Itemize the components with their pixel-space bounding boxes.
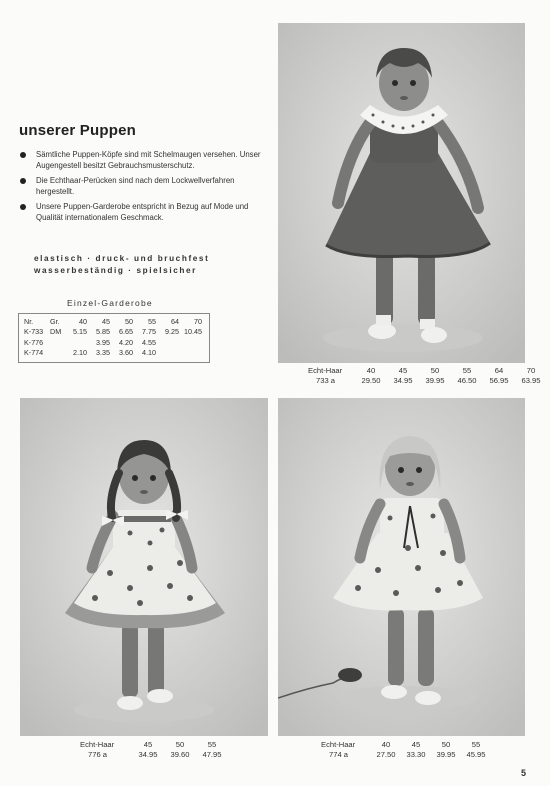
wardrobe-table-box [18, 313, 210, 363]
table-cell: 5.15 [73, 327, 87, 337]
doll-number: 733 a [316, 375, 336, 385]
size-cell: 45 [143, 739, 153, 749]
size-cell: 70 [526, 365, 536, 375]
price-cell: 33.30 [406, 749, 426, 759]
table-cell [158, 348, 181, 359]
table-row [22, 327, 204, 338]
table-cell: K-776 [24, 337, 44, 347]
size-cell: 45 [411, 739, 421, 749]
price-label: Echt-Haar [80, 739, 115, 749]
table-cell [181, 348, 204, 359]
header-cell: 40 [79, 316, 87, 326]
table-cell: 5.85 [96, 327, 110, 337]
feature-text: Die Echthaar-Perücken sind nach dem Lockwellverfahren hergestellt. [36, 176, 235, 196]
table-cell: 2.10 [73, 348, 87, 358]
header-cell: 45 [102, 316, 110, 326]
header-cell: 55 [148, 316, 156, 326]
feature-text: Unsere Puppen-Garderobe entspricht in Bezug auf Mode und Qualität internationalem Geschmack. [36, 202, 249, 222]
feature-item [20, 202, 272, 223]
table-cell: 4.20 [119, 337, 133, 347]
doll-image [278, 23, 525, 363]
size-cell: 50 [430, 365, 440, 375]
header-cell: 64 [171, 316, 179, 326]
section-heading: unserer Puppen [19, 122, 136, 139]
wardrobe-price-table [22, 316, 204, 358]
price-table-774a [321, 739, 491, 759]
price-table-776a [80, 739, 228, 759]
bullet-dot-icon [20, 152, 26, 158]
page-number: 5 [521, 768, 527, 778]
price-cell: 56.95 [489, 375, 509, 385]
feature-list [20, 150, 272, 228]
table-cell: 4.55 [142, 337, 156, 347]
price-cell: 34.95 [393, 375, 413, 385]
price-cell: 39.95 [436, 749, 456, 759]
size-cell: 40 [366, 365, 376, 375]
table-cell: 10.45 [184, 327, 202, 337]
table-row [22, 337, 204, 348]
table-row [22, 348, 204, 359]
price-cell: 39.95 [425, 375, 445, 385]
table-cell [181, 337, 204, 348]
table-cell: K-774 [24, 348, 44, 358]
table-cell [158, 337, 181, 348]
table-cell: DM [50, 327, 62, 337]
table-cell: 7.75 [142, 327, 156, 337]
price-cell: 27.50 [376, 749, 396, 759]
size-cell: 55 [207, 739, 217, 749]
price-cell: 45.95 [466, 749, 486, 759]
doll-photo-733a [278, 23, 525, 363]
header-cell: 50 [125, 316, 133, 326]
header-cell: Nr. [24, 316, 34, 326]
slogan-line-1: elastisch · druck- und bruchfest [34, 254, 210, 263]
table-cell: 3.60 [119, 348, 133, 358]
bullet-dot-icon [20, 178, 26, 184]
doll-image [20, 398, 268, 736]
header-cell: 70 [194, 316, 202, 326]
table-cell [48, 348, 66, 359]
table-cell: 6.65 [119, 327, 133, 337]
price-cell: 39.60 [170, 749, 190, 759]
price-cell: 29.50 [361, 375, 381, 385]
table-cell [48, 337, 66, 348]
price-table-733a [308, 365, 547, 385]
price-cell: 47.95 [202, 749, 222, 759]
size-cell: 40 [381, 739, 391, 749]
doll-photo-774a [278, 398, 525, 736]
doll-image [278, 398, 525, 736]
header-cell: Gr. [50, 316, 60, 326]
price-cell: 46.50 [457, 375, 477, 385]
size-cell: 45 [398, 365, 408, 375]
size-cell: 64 [494, 365, 504, 375]
wardrobe-table-title: Einzel-Garderobe [67, 298, 153, 308]
size-cell: 55 [471, 739, 481, 749]
price-label: Echt-Haar [321, 739, 356, 749]
feature-item [20, 150, 272, 171]
price-cell: 63.95 [521, 375, 541, 385]
slogan-line-2: wasserbeständig · spielsicher [34, 266, 197, 275]
table-cell: 3.35 [96, 348, 110, 358]
table-header-row [22, 316, 204, 327]
doll-number: 776 a [88, 749, 108, 759]
size-cell: 50 [175, 739, 185, 749]
bullet-dot-icon [20, 204, 26, 210]
price-label: Echt-Haar [308, 365, 343, 375]
price-cell: 34.95 [138, 749, 158, 759]
table-cell: 3.95 [96, 337, 110, 347]
feature-item [20, 176, 272, 197]
table-cell [66, 337, 89, 348]
table-cell: 4.10 [142, 348, 156, 358]
size-cell: 55 [462, 365, 472, 375]
doll-photo-776a [20, 398, 268, 736]
feature-text: Sämtliche Puppen-Köpfe sind mit Schelmaugen versehen. Unser Augengestell besitzt Gebrauchsmusterschutz. [36, 150, 261, 170]
doll-number: 774 a [329, 749, 349, 759]
table-cell: K-733 [24, 327, 44, 337]
size-cell: 50 [441, 739, 451, 749]
table-cell: 9.25 [165, 327, 179, 337]
